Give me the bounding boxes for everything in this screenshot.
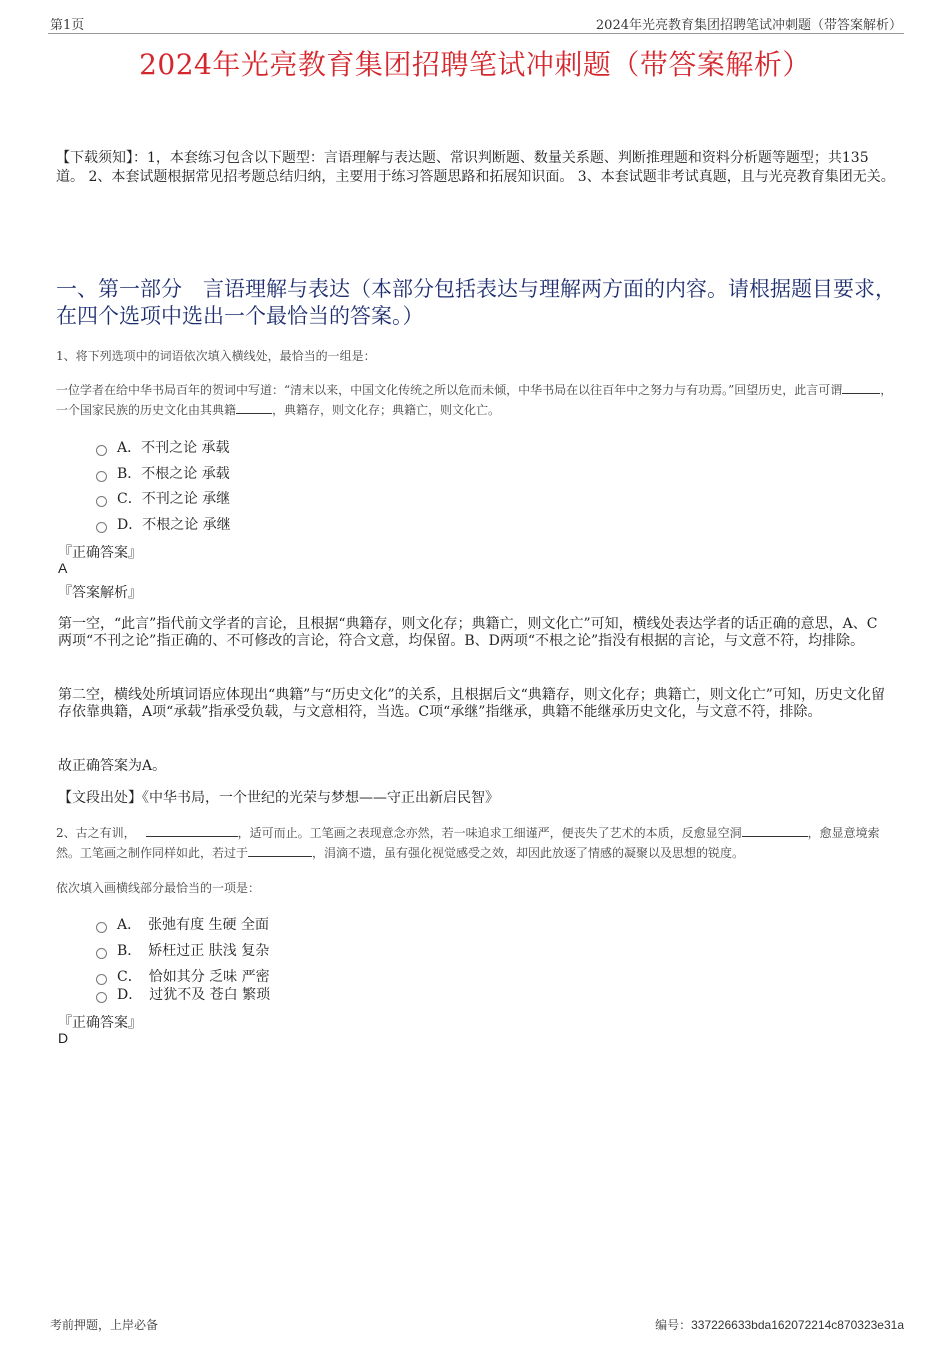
section-heading: 一、第一部分 言语理解与表达（本部分包括表达与理解两方面的内容。请根据题目要求，在四个选项中选出一个最恰当的答案。） bbox=[56, 277, 896, 328]
q1-option-b[interactable] bbox=[96, 463, 230, 483]
radio-icon[interactable] bbox=[96, 922, 107, 933]
q2-answer-label: 『正确答案』 bbox=[58, 1015, 142, 1031]
q1-option-c[interactable] bbox=[96, 488, 230, 508]
q2-blank-1 bbox=[146, 824, 238, 837]
q1-option-a[interactable] bbox=[96, 437, 230, 457]
header-page-number: 第1页 bbox=[50, 18, 85, 33]
q2-stem-part-b: ，适可而止。工笔画之表现意念亦然，若一味追求工细谨严，便丧失了艺术的本质，反愈显空洞 bbox=[237, 826, 742, 840]
q2-option-a-label: A． 张弛有度 生硬 全面 bbox=[117, 917, 270, 933]
q2-stem-part-d: ，涓滴不遗，虽有强化视觉感受之效，却因此放逐了情感的凝聚以及思想的锐度。 bbox=[312, 846, 745, 860]
q1-option-b-label: B．不根之论 承载 bbox=[117, 466, 230, 482]
q1-answer-label: 『正确答案』 bbox=[58, 545, 142, 561]
footer-slogan: 考前押题，上岸必备 bbox=[50, 1318, 159, 1332]
q1-blank-1 bbox=[842, 381, 880, 394]
q1-analysis-paragraph-2: 第二空，横线处所填词语应体现出“典籍”与“历史文化”的关系，且根据后文“典籍存，则文化存；典籍亡，则文化亡”可知，历史文化留存依靠典籍，A项“承载”指承受负载，与文意相符，当选。C项“承继”指继承，典籍不能继承历史文化，与文意不符，排除。 bbox=[58, 687, 885, 720]
q1-analysis-label: 『答案解析』 bbox=[58, 585, 142, 601]
q1-option-d[interactable] bbox=[96, 514, 231, 534]
q1-option-a-label: A．不刊之论 承载 bbox=[117, 440, 230, 456]
q2-option-a[interactable] bbox=[96, 914, 269, 934]
q2-option-c-label: C． 恰如其分 乏味 严密 bbox=[117, 969, 270, 985]
q1-source: 【文段出处】《中华书局，一个世纪的光荣与梦想——守正出新启民智》 bbox=[58, 790, 499, 806]
radio-icon[interactable] bbox=[96, 992, 107, 1003]
q2-stem bbox=[56, 823, 901, 863]
q2-answer-value: D bbox=[58, 1030, 69, 1046]
q2-stem-part-a: 2、古之有训， bbox=[56, 826, 136, 840]
q2-blank-3 bbox=[248, 844, 312, 857]
q2-blank-2 bbox=[742, 824, 808, 837]
q2-option-b[interactable] bbox=[96, 940, 269, 960]
radio-icon[interactable] bbox=[96, 496, 107, 507]
q1-passage-part-b: ，一个国家民族的历史文化由其典籍 bbox=[56, 383, 893, 417]
radio-icon[interactable] bbox=[96, 471, 107, 482]
q1-option-c-label: C．不刊之论 承继 bbox=[117, 491, 231, 507]
q1-answer-value: A bbox=[58, 560, 68, 576]
footer-document-id: 编号：337226633bda162072214c870323e31a bbox=[655, 1318, 904, 1332]
radio-icon[interactable] bbox=[96, 522, 107, 533]
q2-stem-part-c: ，愈显意境索然。工笔画之制作同样如此，若过于 bbox=[56, 826, 880, 860]
q1-option-d-label: D．不根之论 承继 bbox=[117, 517, 231, 533]
radio-icon[interactable] bbox=[96, 445, 107, 456]
q2-option-d-label: D． 过犹不及 苍白 繁琐 bbox=[117, 987, 271, 1003]
header-divider bbox=[48, 33, 904, 34]
q1-blank-2 bbox=[236, 401, 272, 414]
q1-analysis-paragraph-1: 第一空，“此言”指代前文学者的言论，且根据“典籍存，则文化存；典籍亡，则文化亡”可知，横线处表达学者的话正确的意思，A、C两项“不刊之论”指正确的、不可修改的言论，符合文意，均保留。B、D两项“不根之论”指没有根据的言论，与文意不符，均排除。 bbox=[58, 616, 878, 649]
q1-passage bbox=[56, 380, 901, 420]
download-notice: 【下载须知】：1，本套练习包含以下题型：言语理解与表达题、常识判断题、数量关系题、判断推理题和资料分析题等题型；共135道。 2、本套试题根据常见招考题总结归纳，主要用于练习答题思路和拓展知识面。 3、本套试题非考试真题，且与光亮教育集团无关。 bbox=[56, 150, 895, 185]
radio-icon[interactable] bbox=[96, 974, 107, 985]
q1-passage-part-a: 一位学者在给中华书局百年的贺词中写道：“清末以来，中国文化传统之所以危而未倾，中华书局在以往百年中之努力与有功焉。”回望历史，此言可谓 bbox=[56, 383, 843, 397]
q2-option-b-label: B． 矫枉过正 肤浅 复杂 bbox=[117, 943, 270, 959]
q1-passage-part-c: ，典籍存，则文化存；典籍亡，则文化亡。 bbox=[272, 403, 501, 417]
page-title: 2024年光亮教育集团招聘笔试冲刺题（带答案解析） bbox=[139, 48, 811, 81]
q2-option-c[interactable] bbox=[96, 966, 270, 986]
radio-icon[interactable] bbox=[96, 948, 107, 959]
q1-analysis-conclusion: 故正确答案为A。 bbox=[58, 758, 167, 774]
q1-stem: 1、将下列选项中的词语依次填入横线处，最恰当的一组是： bbox=[56, 349, 376, 363]
q2-option-d[interactable] bbox=[96, 984, 270, 1004]
header-doc-title: 2024年光亮教育集团招聘笔试冲刺题（带答案解析） bbox=[595, 18, 902, 33]
q2-prompt: 依次填入画横线部分最恰当的一项是： bbox=[56, 881, 261, 895]
